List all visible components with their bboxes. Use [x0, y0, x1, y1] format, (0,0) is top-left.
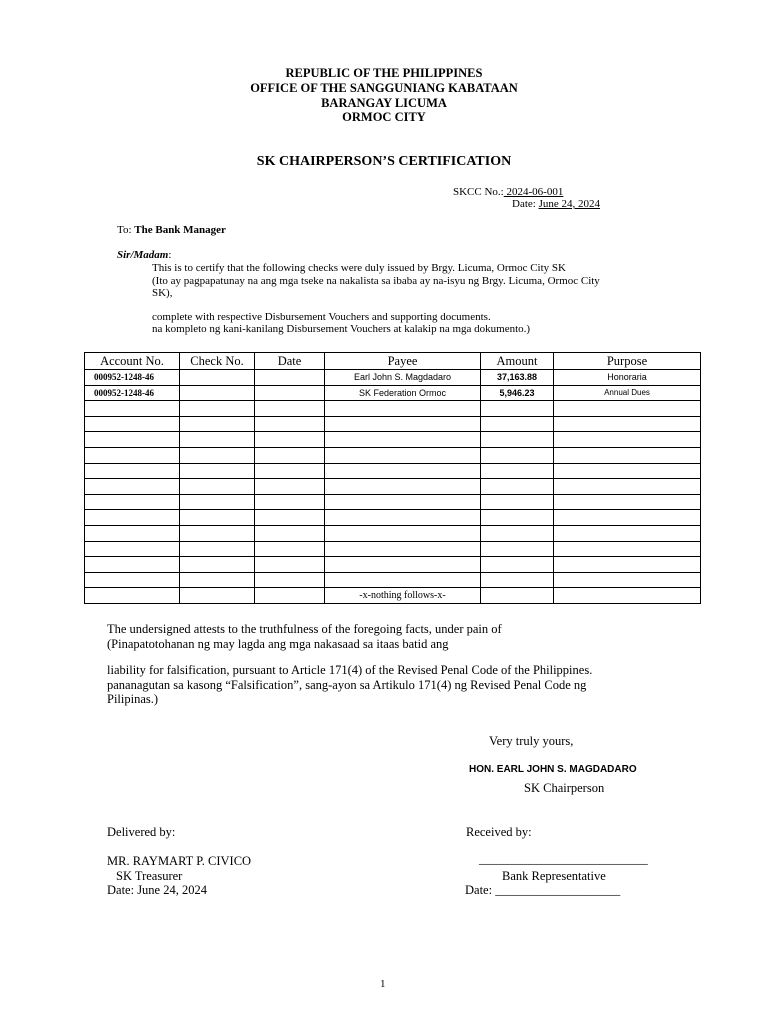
- attest-line5: Pilipinas.): [107, 692, 159, 706]
- cell-purpose: Annual Dues: [554, 385, 701, 401]
- cell-payee: Earl John S. Magdadaro: [325, 370, 481, 386]
- attest-line1: The undersigned attests to the truthfulness of the foregoing facts, under pain of: [107, 622, 502, 636]
- delivered-name: MR. RAYMART P. CIVICO: [107, 854, 252, 868]
- closing: Very truly yours,: [489, 734, 574, 748]
- salutation: [117, 249, 171, 262]
- table-row: [85, 432, 701, 448]
- col-header-amount: Amount: [481, 353, 554, 370]
- table-row: [85, 572, 701, 588]
- skcc-number: 2024-06-001: [503, 186, 564, 198]
- para1-fil1: (Ito ay pagpapatunay na ang mga tseke na nakalista sa ibaba ay na-isyu ng Brgy. Licuma, Ormoc City: [152, 275, 600, 287]
- date-label: Date:: [512, 198, 536, 210]
- cell-payee: SK Federation Ormoc: [325, 385, 481, 401]
- table-row: [85, 416, 701, 432]
- attest-line2: (Pinapatotohanan ng may lagda ang mga nakasaad sa itaas batid ang: [107, 637, 449, 651]
- col-header-date: Date: [255, 353, 325, 370]
- table-row: [85, 370, 701, 386]
- checks-table: [84, 352, 701, 604]
- signatory-position: SK Chairperson: [524, 781, 605, 795]
- signatory-name: HON. EARL JOHN S. MAGDADARO: [469, 764, 637, 775]
- table-row: [85, 510, 701, 526]
- para1-en2: complete with respective Disbursement Vouchers and supporting documents.: [152, 311, 491, 323]
- table-row: [85, 525, 701, 541]
- table-row: [85, 401, 701, 417]
- cell-date: [255, 370, 325, 386]
- skcc-label: SKCC No.:: [453, 186, 504, 198]
- cell-check: [180, 370, 255, 386]
- received-signature-line: ___________________________: [479, 852, 648, 866]
- cell-amount: 37,163.88: [481, 370, 554, 386]
- table-footer-row: [85, 588, 701, 604]
- attest-line3: liability for falsification, pursuant to Article 171(4) of the Revised Penal Code of the Philippines.: [107, 663, 593, 677]
- header-republic: REPUBLIC OF THE PHILIPPINES: [285, 66, 483, 80]
- to-label: To:: [117, 224, 132, 236]
- date-line: [512, 198, 600, 211]
- header-barangay: BARANGAY LICUMA: [321, 96, 447, 110]
- attest-line4: pananagutan sa kasong “Falsification”, sang-ayon sa Artikulo 171(4) ng Revised Penal Code ng: [107, 678, 587, 692]
- table-header-row: [85, 353, 701, 370]
- date-value: June 24, 2024: [538, 198, 600, 210]
- col-header-check: Check No.: [180, 353, 255, 370]
- table-row: [85, 463, 701, 479]
- col-header-payee: Payee: [325, 353, 481, 370]
- salutation-text: Sir/Madam: [117, 249, 169, 261]
- header-city: ORMOC CITY: [342, 110, 426, 124]
- col-header-account: Account No.: [85, 353, 180, 370]
- table-row: [85, 447, 701, 463]
- salutation-colon: :: [168, 249, 172, 261]
- cell-check: [180, 385, 255, 401]
- header-office: OFFICE OF THE SANGGUNIANG KABATAAN: [250, 81, 518, 95]
- para1-fil2: SK),: [152, 287, 173, 299]
- table-row: [85, 385, 701, 401]
- received-date: Date: ____________________: [465, 883, 621, 897]
- to-value: The Bank Manager: [134, 224, 226, 236]
- nothing-follows: -x-nothing follows-x-: [325, 588, 481, 604]
- cell-account: 000952-1248-46: [85, 385, 180, 401]
- col-header-purpose: Purpose: [554, 353, 701, 370]
- addressee: [117, 224, 226, 237]
- received-position: Bank Representative: [502, 869, 606, 883]
- table-row: [85, 541, 701, 557]
- table-row: [85, 557, 701, 573]
- table-row: [85, 494, 701, 510]
- delivered-label: Delivered by:: [107, 825, 176, 839]
- cell-account: 000952-1248-46: [85, 370, 180, 386]
- cell-date: [255, 385, 325, 401]
- table-row: [85, 479, 701, 495]
- delivered-date: Date: June 24, 2024: [107, 883, 207, 897]
- para1-fil3: na kompleto ng kani-kanilang Disbursement Vouchers at kalakip na mga dokumento.): [152, 323, 531, 335]
- document-title: SK CHAIRPERSON’S CERTIFICATION: [256, 154, 512, 169]
- delivered-position: SK Treasurer: [116, 869, 183, 883]
- para1-en: This is to certify that the following checks were duly issued by Brgy. Licuma, Ormoc City SK: [152, 262, 566, 274]
- cell-purpose: Honoraria: [554, 370, 701, 386]
- received-label: Received by:: [466, 825, 532, 839]
- cell-amount: 5,946.23: [481, 385, 554, 401]
- page-number: 1: [380, 978, 386, 990]
